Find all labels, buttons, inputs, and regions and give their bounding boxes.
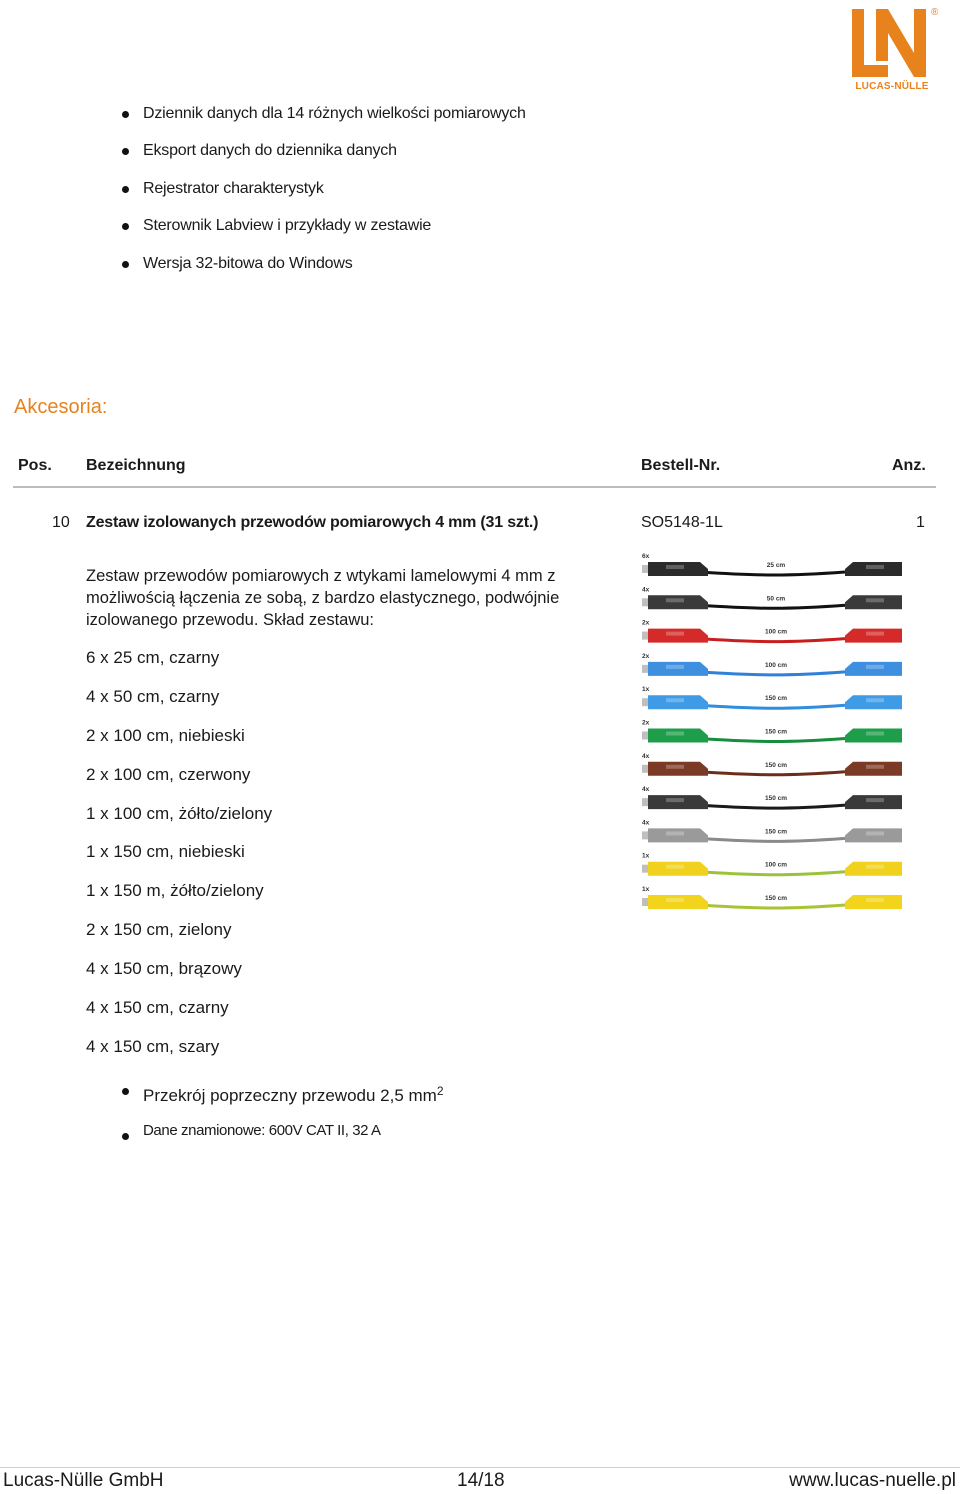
footer-url: www.lucas-nuelle.pl [789,1470,956,1491]
test-lead-2 [642,620,902,643]
svg-text:4x: 4x [642,786,650,794]
header-name: Bezeichnung [86,457,186,474]
length-label: 100 cm [764,628,788,636]
set-contents-list [86,643,272,1071]
list-item: 2 x 150 cm, zielony [86,920,232,940]
svg-text:1x: 1x [642,852,650,860]
test-lead-4 [642,686,902,709]
list-item: 1 x 100 cm, żółto/zielony [86,803,273,823]
row-name: Zestaw izolowanych przewodów pomiarowych 4 mm (31 szt.) [86,514,539,531]
length-label: 100 cm [764,661,788,669]
test-lead-1 [642,586,902,609]
svg-text:4x: 4x [642,819,650,827]
list-item: 4 x 50 cm, czarny [86,686,220,706]
list-item: 6 x 25 cm, czarny [86,648,220,667]
product-description: Zestaw przewodów pomiarowych z wtykami lamelowymi 4 mm z możliwością łączenia ze sobą, z bardzo elastycznego, podwójnie izolowanego przewodu. Skład zestawu: [86,567,560,629]
feature-item: Eksport danych do dziennika danych [120,137,526,175]
cross-section-sup: 2 [436,1084,444,1098]
test-lead-5 [642,720,902,743]
test-lead-6 [642,753,902,776]
footer-company: Lucas-Nülle GmbH [3,1470,164,1491]
list-item: 2 x 100 cm, czerwony [86,764,251,784]
list-item: 4 x 150 cm, czarny [86,998,229,1018]
length-label: 50 cm [766,595,786,603]
svg-text:4x: 4x [642,752,650,760]
spec-list [120,1076,444,1146]
length-label: 25 cm [766,562,786,569]
svg-text:1x: 1x [642,886,650,893]
svg-text:6x: 6x [642,553,650,560]
list-item: 1 x 150 m, żółto/zielony [86,881,264,901]
feature-item: Sterownik Labview i przykłady w zestawie [120,212,526,250]
list-item: 1 x 150 cm, niebieski [86,842,245,862]
list-item: 4 x 150 cm, brązowy [86,959,242,979]
length-label: 150 cm [764,695,788,703]
test-lead-0 [642,553,902,576]
registered-mark: ® [931,7,938,18]
header-divider [13,486,936,488]
test-lead-8 [642,819,902,842]
svg-text:2x: 2x [642,719,650,727]
svg-text:4x: 4x [642,586,650,594]
list-item: 4 x 150 cm, szary [86,1036,220,1056]
feature-list [120,100,526,287]
feature-item: Dziennik danych dla 14 różnych wielkości pomiarowych [120,100,526,126]
row-order-number: SO5148-1L [641,514,723,531]
test-lead-3 [642,653,902,676]
row-quantity: 1 [916,514,925,531]
feature-item: Wersja 32-bitowa do Windows [120,250,526,288]
svg-text:2x: 2x [642,652,650,660]
length-label: 150 cm [764,795,788,803]
header-pos: Pos. [18,457,52,474]
cross-section-spec [120,1076,444,1116]
length-label: 100 cm [764,861,788,869]
company-logo [846,5,938,95]
ratings-spec: Dane znamionowe: 600V CAT II, 32 A [120,1116,444,1146]
test-lead-10 [642,886,902,909]
list-item: 2 x 100 cm, niebieski [86,725,245,745]
test-lead-7 [642,786,902,809]
section-title: Akcesoria: [14,396,108,418]
length-label: 150 cm [764,728,788,736]
length-label: 150 cm [764,828,788,836]
row-pos: 10 [52,514,70,531]
svg-text:1x: 1x [642,686,650,694]
feature-item: Rejestrator charakterystyk [120,175,526,213]
cross-section-text: Przekrój poprzeczny przewodu 2,5 mm [143,1086,437,1105]
header-quantity: Anz. [892,457,926,474]
test-lead-9 [642,853,902,876]
logo-text: LUCAS-NÜLLE [855,81,929,92]
header-order-number: Bestell-Nr. [641,457,721,474]
length-label: 150 cm [764,895,788,902]
ln-logo-icon [846,5,938,83]
svg-text:2x: 2x [642,619,650,627]
test-leads-image [640,550,905,920]
footer-page-number: 14/18 [457,1470,505,1491]
length-label: 150 cm [764,761,788,769]
